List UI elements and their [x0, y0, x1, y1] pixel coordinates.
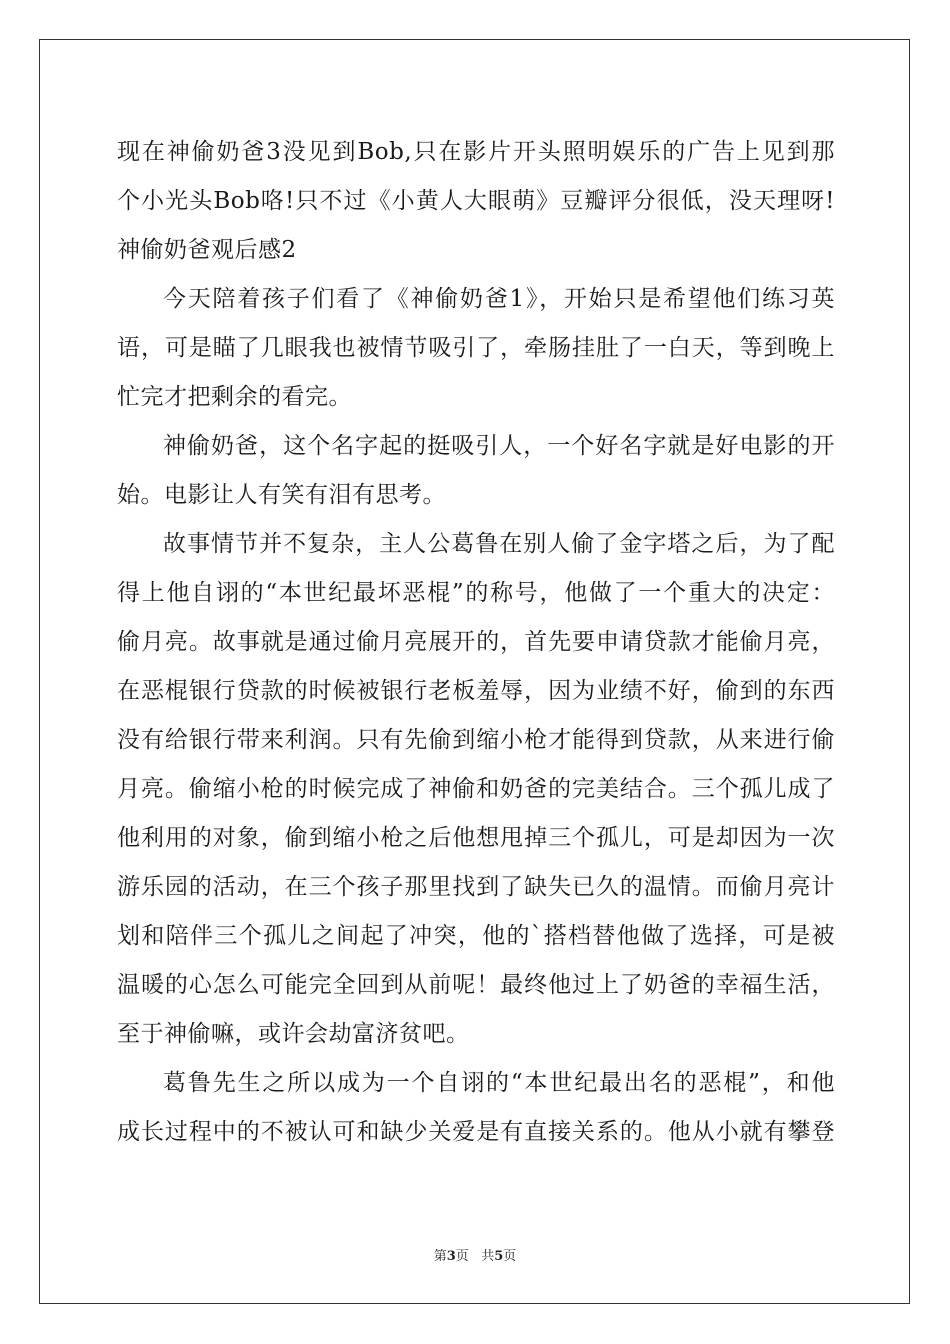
page-suffix: 页 [455, 1249, 469, 1264]
text-line: 至于神偷嘛，或许会劫富济贫吧。 [117, 1021, 470, 1047]
total-prefix: 共 [481, 1249, 495, 1264]
text-line: 今天陪着孩子们看了《神偷奶爸1》，开始只是希望他们练习英 [163, 286, 835, 312]
text-line: 游乐园的活动，在三个孩子那里找到了缺失已久的温情。而偷月亮计 [117, 874, 835, 900]
text-line: 始。电影让人有笑有泪有思考。 [117, 482, 446, 508]
page-footer [0, 1245, 950, 1264]
text-line: 忙完才把剩余的看完。 [117, 384, 352, 410]
text-line: 神偷奶爸观后感2 [117, 237, 297, 263]
text-line: 温暖的心怎么可能完全回到从前呢！最终他过上了奶爸的幸福生活， [117, 972, 835, 998]
text-line: 神偷奶爸，这个名字起的挺吸引人，一个好名字就是好电影的开 [163, 433, 835, 459]
text-line: 划和陪伴三个孤儿之间起了冲突，他的`搭档替他做了选择，可是被 [117, 923, 835, 949]
document-body [117, 128, 835, 1157]
text-line: 现在神偷奶爸3没见到Bob,只在影片开头照明娱乐的广告上见到那 [117, 139, 835, 165]
text-line: 偷月亮。故事就是通过偷月亮展开的，首先要申请贷款才能偷月亮， [117, 629, 835, 655]
total-suffix: 页 [503, 1249, 517, 1264]
text-line: 月亮。偷缩小枪的时候完成了神偷和奶爸的完美结合。三个孤儿成了 [117, 776, 835, 802]
text-line: 成长过程中的不被认可和缺少关爱是有直接关系的。他从小就有攀登 [117, 1119, 835, 1145]
text-line: 葛鲁先生之所以成为一个自诩的“本世纪最出名的恶棍”，和他 [163, 1070, 835, 1096]
text-line: 他利用的对象，偷到缩小枪之后他想甩掉三个孤儿，可是却因为一次 [117, 825, 835, 851]
page-prefix: 第 [433, 1249, 447, 1264]
total-pages: 5 [494, 1249, 504, 1264]
text-line: 没有给银行带来利润。只有先偷到缩小枪才能得到贷款，从来进行偷 [117, 727, 835, 753]
text-line: 得上他自诩的“本世纪最坏恶棍”的称号，他做了一个重大的决定： [117, 580, 835, 606]
text-line: 在恶棍银行贷款的时候被银行老板羞辱，因为业绩不好，偷到的东西 [117, 678, 835, 704]
text-line: 故事情节并不复杂，主人公葛鲁在别人偷了金字塔之后，为了配 [163, 531, 835, 557]
text-line: 语，可是瞄了几眼我也被情节吸引了，牵肠挂肚了一白天，等到晚上 [117, 335, 835, 361]
page-number: 3 [446, 1249, 456, 1264]
text-line: 个小光头Bob咯!只不过《小黄人大眼萌》豆瓣评分很低，没天理呀! [117, 188, 835, 214]
